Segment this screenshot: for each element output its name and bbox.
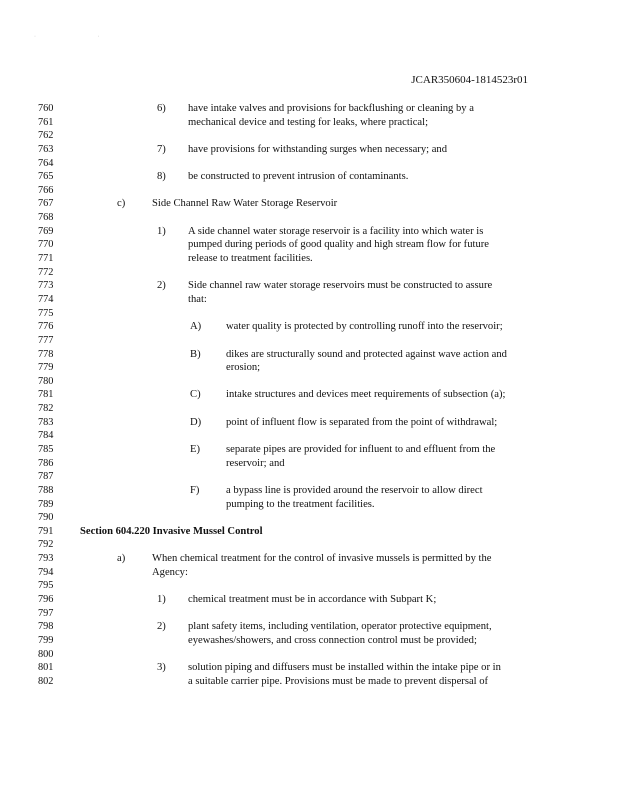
- paragraph-line: separate pipes are provided for influent to and effluent from the: [226, 444, 496, 455]
- list-marker: E): [190, 444, 200, 455]
- line-number: 800: [38, 648, 54, 660]
- line-number: 766: [38, 184, 54, 196]
- line-number: 764: [38, 157, 54, 169]
- paragraph-line: point of influent flow is separated from the point of withdrawal;: [226, 416, 498, 428]
- line-number: 802: [38, 675, 54, 687]
- line-number: 760: [38, 103, 54, 114]
- paragraph-line: solution piping and diffusers must be installed within the intake pipe or in: [188, 662, 501, 674]
- list-marker: 2): [157, 280, 166, 292]
- paragraph-line: When chemical treatment for the control of invasive mussels is permitted by the: [152, 553, 492, 565]
- line-number: 769: [38, 225, 54, 237]
- line-number: 775: [38, 307, 54, 319]
- line-number: 763: [38, 143, 54, 155]
- list-marker: 3): [157, 662, 166, 674]
- list-marker: F): [190, 484, 200, 496]
- paragraph-line: intake structures and devices meet requirements of subsection (a);: [226, 389, 506, 401]
- line-number: 783: [38, 416, 54, 428]
- list-marker: 6): [157, 103, 166, 114]
- line-number: 790: [38, 512, 54, 524]
- paragraph-line: Agency:: [152, 566, 188, 578]
- line-number: 787: [38, 471, 54, 483]
- paragraph-line: mechanical device and testing for leaks, where practical;: [188, 116, 429, 128]
- paragraph-line: be constructed to prevent intrusion of contaminants.: [188, 171, 409, 183]
- line-number: 785: [38, 444, 54, 455]
- line-number: 767: [38, 198, 54, 210]
- line-number: 778: [38, 348, 54, 360]
- line-number: 776: [38, 321, 54, 333]
- line-number: 774: [38, 293, 54, 305]
- paragraph-line: reservoir; and: [226, 457, 285, 469]
- paragraph-line: release to treatment facilities.: [188, 253, 313, 265]
- paragraph-line: a suitable carrier pipe. Provisions must be made to prevent dispersal of: [188, 675, 489, 687]
- paragraph-line: erosion;: [226, 362, 261, 374]
- document-code: JCAR350604-1814523r01: [411, 74, 528, 86]
- paragraph-line: Side channel raw water storage reservoirs must be constructed to assure: [188, 280, 493, 292]
- line-number: 772: [38, 266, 54, 278]
- line-number: 780: [38, 375, 54, 387]
- paragraph-line: have intake valves and provisions for backflushing or cleaning by a: [188, 103, 474, 114]
- line-number: 799: [38, 634, 54, 646]
- line-number: 796: [38, 594, 54, 606]
- line-number: 795: [38, 580, 54, 592]
- paragraph-line: A side channel water storage reservoir is a facility into which water is: [188, 225, 484, 237]
- line-number: 792: [38, 539, 54, 551]
- paragraph-line: pumped during periods of good quality and high stream flow for future: [188, 239, 489, 251]
- line-number: 784: [38, 430, 54, 442]
- line-number: 771: [38, 253, 54, 265]
- paragraph-line: eyewashes/showers, and cross connection control must be provided;: [188, 634, 477, 646]
- line-number: 782: [38, 403, 54, 415]
- paragraph-line: Side Channel Raw Water Storage Reservoir: [152, 198, 338, 210]
- line-number: 791: [38, 525, 54, 537]
- line-number: 786: [38, 457, 54, 469]
- list-marker: A): [190, 321, 202, 333]
- line-number: 801: [38, 662, 54, 674]
- line-number: 773: [38, 280, 54, 292]
- paragraph-line: plant safety items, including ventilation, operator protective equipment,: [188, 621, 492, 633]
- line-number: 762: [38, 130, 54, 142]
- paragraph-line: chemical treatment must be in accordance with Subpart K;: [188, 594, 437, 606]
- paragraph-line: pumping to the treatment facilities.: [226, 498, 375, 510]
- list-marker: 8): [157, 171, 166, 183]
- line-number: 765: [38, 171, 54, 183]
- line-number: 789: [38, 498, 54, 510]
- list-marker: a): [117, 553, 126, 565]
- line-number: 794: [38, 566, 54, 578]
- list-marker: B): [190, 348, 201, 360]
- list-marker: C): [190, 389, 201, 401]
- line-number: 781: [38, 389, 54, 401]
- list-marker: 7): [157, 143, 166, 155]
- line-number: 793: [38, 553, 54, 565]
- line-number: 797: [38, 607, 54, 619]
- paragraph-line: dikes are structurally sound and protected against wave action and: [226, 348, 507, 360]
- list-marker: c): [117, 198, 126, 210]
- line-number: 768: [38, 212, 54, 224]
- paragraph-line: a bypass line is provided around the reservoir to allow direct: [226, 484, 483, 496]
- list-marker: 1): [157, 225, 166, 237]
- line-number: 777: [38, 334, 54, 346]
- paragraph-line: water quality is protected by controlling runoff into the reservoir;: [226, 321, 503, 333]
- section-heading: Section 604.220 Invasive Mussel Control: [80, 525, 263, 537]
- line-number: 788: [38, 484, 54, 496]
- list-marker: 1): [157, 594, 166, 606]
- paragraph-line: have provisions for withstanding surges when necessary; and: [188, 143, 448, 155]
- list-marker: D): [190, 416, 202, 428]
- line-number: 761: [38, 116, 54, 128]
- list-marker: 2): [157, 621, 166, 633]
- line-number: 798: [38, 621, 54, 633]
- line-number: 779: [38, 362, 54, 374]
- scan-specks: · ·: [34, 34, 130, 40]
- line-number: 770: [38, 239, 54, 251]
- paragraph-line: that:: [188, 293, 207, 305]
